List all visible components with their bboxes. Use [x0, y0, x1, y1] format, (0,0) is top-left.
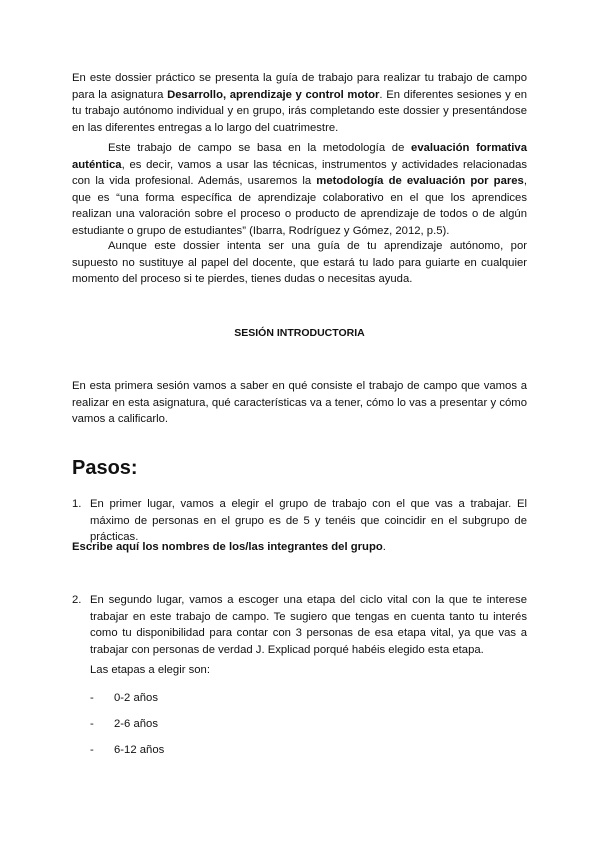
stage-label: 0-2 años: [114, 692, 158, 704]
step-text: En segundo lugar, vamos a escoger una etapa del ciclo vital con la que te interese trabajar en este trabajo de campo. Te sugiero que tengas en cuenta tanto tu interés como tu disponibilidad para contar con 3 personas de esa etapa vital, ya que vas a trabajar con personas de verdad J. Explicad porqué habéis elegido esta etapa.: [90, 594, 527, 656]
intro-text: , que es “una forma específica de aprendizaje colaborativo en el que los aprendices realizan una valoración sobre el proceso o producto de aprendizaje de todos o de algún estudiante o grupo de estudiantes” (Ibarra, Rodríguez y Gómez, 2012, p.5).: [72, 175, 527, 237]
session-title: SESIÓN INTRODUCTORIA: [234, 327, 365, 339]
stages-intro: Las etapas a elegir son:: [90, 664, 210, 676]
intro-text: En este dossier práctico se presenta la guía de trabajo para realizar tu trabajo de campo para la asignatura: [72, 72, 527, 101]
stage-label: 2-6 años: [114, 718, 158, 730]
intro-text: , es decir, vamos a usar las técnicas, instrumentos y actividades relacionadas con la vida profesional. Además, usaremos la: [72, 158, 527, 188]
instruction-suffix: .: [382, 541, 386, 553]
intro-paragraph-3: Aunque este dossier intenta ser una guía de tu aprendizaje autónomo, por supuesto no sustituye al papel del docente, que estará tu lado para guiarte en cualquier momento del proceso si te pierdes, tienes dudas o necesitas ayuda.: [72, 240, 527, 286]
dash-bullet: -: [90, 692, 94, 704]
instruction-text: Escribe aquí los nombres de los/las integrantes del grupo: [72, 541, 383, 553]
step-text: En primer lugar, vamos a elegir el grupo de trabajo con el que vas a trabajar. El máximo de personas en el grupo es de 5 y tenéis que coincidir en el subgrupo de prácticas.: [90, 498, 527, 544]
stage-label: 6-12 años: [114, 744, 165, 756]
methodology-term: metodología de evaluación por pares: [316, 175, 524, 188]
intro-text: Este trabajo de campo se basa en la metodología de: [108, 142, 412, 154]
intro-paragraph-1: [72, 70, 527, 136]
dash-bullet: -: [90, 718, 94, 730]
methodology-term: evaluación formativa auténtica: [72, 142, 527, 171]
course-name: Desarrollo, aprendizaje y control motor: [167, 88, 380, 101]
dash-bullet: -: [90, 744, 94, 756]
intro-paragraph-2: [72, 140, 527, 240]
stage-item: [90, 742, 164, 759]
step-number: 1.: [72, 498, 82, 510]
group-members-instruction: [72, 539, 527, 556]
step-number: 2.: [72, 594, 82, 606]
stage-item: [90, 716, 158, 733]
steps-heading: Pasos:: [72, 457, 138, 479]
intro-text: . En diferentes sesiones y en tu trabajo autónomo individual y en grupo, irás completando este dossier y presentándose en las diferentes entregas a lo largo del cuatrimestre.: [72, 88, 528, 134]
stage-item: [90, 690, 158, 707]
session-paragraph: En esta primera sesión vamos a saber en qué consiste el trabajo de campo que vamos a realizar en esta asignatura, qué características va a tener, cómo lo vas a presentar y cómo vamos a calificarlo.: [72, 380, 527, 426]
step-2: [72, 592, 527, 658]
